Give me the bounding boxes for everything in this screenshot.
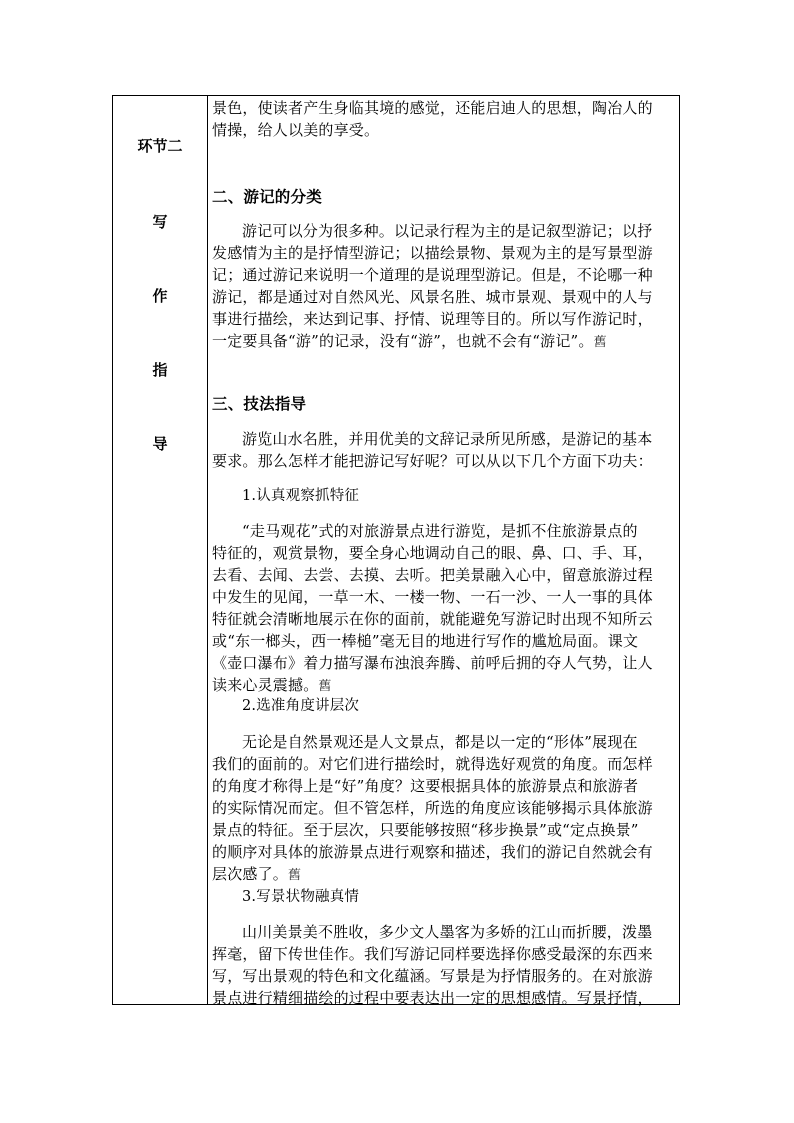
body-line: 或“东一榔头，西一棒槌”毫无目的地进行写作的尴尬局面。课文 xyxy=(212,632,639,650)
body-line: 《壶口瀑布》着力描写瀑布浊浪奔腾、前呼后拥的夺人气势，让人 xyxy=(212,654,653,672)
body-line: 游记可以分为很多种。以记录行程为主的是记叙型游记；以抒 xyxy=(242,222,653,240)
body-line: 情操，给人以美的享受。 xyxy=(212,121,380,139)
end-mark: 舊 xyxy=(318,679,332,694)
subsection-heading: 3.写景状物融真情 xyxy=(242,889,360,905)
body-line: 景点进行精细描绘的过程中要表达出一定的思想感情。写景抒情， xyxy=(212,989,653,1007)
body-line: 无论是自然景观还是人文景点，都是以一定的“形体”展现在 xyxy=(242,733,638,751)
body-line: 的角度才称得上是“好”角度？这要根据具体的旅游景点和旅游者 xyxy=(212,777,639,795)
body-line: 游记，都是通过对自然风光、风景名胜、城市景观、景观中的人与 xyxy=(212,288,653,306)
body-line: 的顺序对具体的旅游景点进行观察和描述，我们的游记自然就会有 xyxy=(212,843,653,861)
body-line: 读来心灵震撼。舊 xyxy=(212,676,332,694)
content-column xyxy=(208,96,680,1007)
section-label-char: 导 xyxy=(152,435,168,453)
section-label-char: 写 xyxy=(152,213,168,231)
lesson-table xyxy=(112,95,680,1005)
body-line: 我们的面前的。对它们进行描绘时，就得选好观赏的角度。而怎样 xyxy=(212,755,653,773)
body-line: 中发生的见闻，一草一木、一楼一物、一石一沙、一人一事的具体 xyxy=(212,588,653,606)
subsection-heading: 2.选准角度讲层次 xyxy=(242,698,360,714)
body-line: 去看、去闻、去尝、去摸、去听。把美景融入心中，留意旅游过程 xyxy=(212,566,653,584)
subsection-heading: 1.认真观察抓特征 xyxy=(242,488,360,504)
body-line: 一定要具备“游”的记录，没有“游”，也就不会有“游记”。舊 xyxy=(212,332,607,350)
section-label-column xyxy=(113,96,207,1004)
section-label: 环节二 xyxy=(137,137,183,155)
body-line: 景点的特征。至于层次，只要能够按照“移步换景”或“定点换景” xyxy=(212,821,639,839)
body-line: 要求。那么怎样才能把游记写好呢？可以从以下几个方面下功夫： xyxy=(212,452,653,470)
body-line: 层次感了。舊 xyxy=(212,865,302,883)
body-line: 记；通过游记来说明一个道理的是说理型游记。但是，不论哪一种 xyxy=(212,266,653,284)
body-line: 特征的，观赏景物，要全身心地调动自己的眼、鼻、口、手、耳， xyxy=(212,544,653,562)
body-line: 游览山水名胜，并用优美的文辞记录所见所感，是游记的基本 xyxy=(242,430,653,448)
body-line: 景色，使读者产生身临其境的感觉，还能启迪人的思想，陶冶人的 xyxy=(212,99,653,117)
body-line: 发感情为主的是抒情型游记；以描绘景物、景观为主的是写景型游 xyxy=(212,244,653,262)
section-heading: 二、游记的分类 xyxy=(212,187,322,206)
body-line: 挥毫，留下传世佳作。我们写游记同样要选择你感受最深的东西来 xyxy=(212,945,653,963)
end-mark: 舊 xyxy=(593,335,607,350)
body-line: 事进行描绘，来达到记事、抒情、说理等目的。所以写作游记时， xyxy=(212,310,653,328)
body-line: 山川美景美不胜收，多少文人墨客为多娇的江山而折腰，泼墨 xyxy=(242,923,653,941)
section-heading: 三、技法指导 xyxy=(212,394,307,413)
section-label-char: 作 xyxy=(152,287,168,305)
body-line: 特征就会清晰地展示在你的面前，就能避免写游记时出现不知所云 xyxy=(212,610,653,628)
body-line: 的实际情况而定。但不管怎样，所选的角度应该能够揭示具体旅游 xyxy=(212,799,653,817)
section-label-char: 指 xyxy=(152,361,168,379)
body-line: 写，写出景观的特色和文化蕴涵。写景是为抒情服务的。在对旅游 xyxy=(212,967,653,985)
body-line: “走马观花”式的对旅游景点进行游览，是抓不住旅游景点的 xyxy=(242,522,638,540)
end-mark: 舊 xyxy=(288,868,302,883)
